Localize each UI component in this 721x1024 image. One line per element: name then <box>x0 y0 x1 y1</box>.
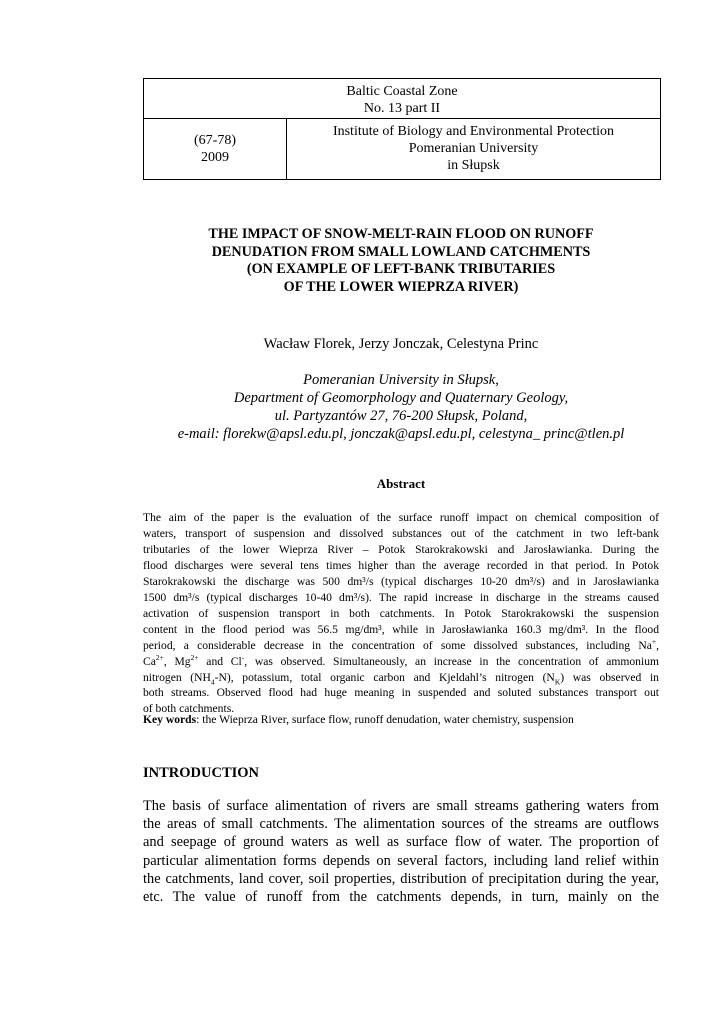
abstract-line: tributaries of the lower Wieprza River – Potok Starokrakowski and Jarosławianka. During the <box>143 542 659 556</box>
abstract-text: , was observed. Simultaneously, an increase in the concentration of ammonium <box>244 654 660 668</box>
abstract-text: Ca <box>143 654 156 668</box>
body-line: the areas of small catchments. The alimentation sources of the streams are outflows <box>143 816 659 833</box>
abstract-line <box>143 670 659 686</box>
abstract-line: content in the flood period was 56.5 mg/dm³, while in Jarosławianka 160.3 mg/dm³. In the flood <box>143 622 659 636</box>
affiliation-department: Department of Geomorphology and Quaternary Geology, <box>233 390 569 406</box>
title-line: (ON EXAMPLE OF LEFT-BANK TRIBUTARIES <box>246 261 556 277</box>
superscript: 2+ <box>190 652 199 662</box>
abstract-text: , <box>656 638 659 652</box>
body-line: etc. The value of runoff from the catchments depends, in turn, mainly on the <box>143 889 659 906</box>
abstract-line: activation of suspension transport in both catchments. In Potok Starokrakowski the suspension <box>143 606 659 620</box>
body-line: the catchments, land cover, soil properties, distribution of precipitation during the year, <box>143 870 659 887</box>
introduction-body <box>143 797 659 906</box>
abstract-text: ) was observed in <box>560 670 659 684</box>
paper-title <box>143 226 659 296</box>
abstract-line: waters, transport of suspension and dissolved substances out of the catchment in two left-bank <box>143 526 659 540</box>
publication-year: 2009 <box>201 150 229 165</box>
abstract-text: nitrogen (NH <box>143 670 211 684</box>
institute-name: Institute of Biology and Environmental Protection <box>332 124 615 139</box>
university-name: Pomeranian University <box>408 141 539 156</box>
journal-header-table <box>143 78 661 180</box>
introduction-heading: INTRODUCTION <box>143 765 260 781</box>
abstract-text: period, a considerable decrease in the concentration of some dissolved substances, including Na <box>143 638 652 652</box>
abstract-line: Starokrakowski the discharge was 500 dm³/s (typical discharges 10-20 dm³/s) and in Jarosławianka <box>143 574 659 588</box>
title-line: DENUDATION FROM SMALL LOWLAND CATCHMENTS <box>211 243 591 260</box>
pages-year-cell <box>144 119 287 179</box>
journal-name: Baltic Coastal Zone <box>346 84 458 99</box>
superscript: + <box>651 636 657 646</box>
abstract-text: , Mg <box>163 654 191 668</box>
journal-issue: No. 13 part II <box>363 101 441 116</box>
affiliation <box>143 371 659 443</box>
abstract-line: The aim of the paper is the evaluation of the surface runoff impact on chemical composition of <box>143 511 659 524</box>
title-line: THE IMPACT OF SNOW-MELT-RAIN FLOOD ON RUNOFF <box>208 226 594 242</box>
subscript: K <box>554 676 561 686</box>
abstract-heading: Abstract <box>376 476 426 491</box>
abstract-text: -N), potassium, total organic carbon and Kjeldahl’s nitrogen (N <box>214 670 555 684</box>
keywords-label: Key words <box>143 713 197 726</box>
body-line: The basis of surface alimentation of rivers are small streams gathering waters from <box>143 798 659 814</box>
abstract-line <box>143 638 659 654</box>
abstract-line: 1500 dm³/s (typical discharges 10-40 dm³/s). The rapid increase in discharge in the streams caused <box>143 590 659 604</box>
abstract-line: of both catchments. <box>143 702 235 716</box>
abstract-line: flood discharges were several tens times higher than the average recorded in that period. In Potok <box>143 558 659 572</box>
affiliation-address: ul. Partyzantów 27, 76-200 Słupsk, Poland, <box>274 408 528 424</box>
author-list: Wacław Florek, Jerzy Jonczak, Celestyna Princ <box>263 336 539 352</box>
affiliation-university: Pomeranian University in Słupsk, <box>303 372 499 388</box>
page-range: (67-78) <box>194 133 236 148</box>
keywords-text: : the Wieprza River, surface flow, runoff denudation, water chemistry, suspension <box>196 713 574 726</box>
affiliation-emails: e-mail: florekw@apsl.edu.pl, jonczak@apsl.edu.pl, celestyna_ princ@tlen.pl <box>177 426 625 442</box>
title-line: OF THE LOWER WIEPRZA RIVER) <box>283 278 519 295</box>
university-location: in Słupsk <box>447 158 500 173</box>
superscript: - <box>241 652 245 662</box>
abstract-line <box>143 654 659 670</box>
abstract-line: both streams. Observed flood had huge meaning in suspended and soluted substances transport out <box>143 686 659 700</box>
institute-cell <box>287 119 660 179</box>
journal-info-cell <box>144 79 660 119</box>
subscript: 4 <box>210 676 215 686</box>
keywords <box>143 712 659 728</box>
abstract-body <box>143 510 659 717</box>
abstract-text: and Cl <box>198 654 242 668</box>
body-line: and seepage of ground waters as well as surface flow of water. The proportion of <box>143 834 659 851</box>
superscript: 2+ <box>155 652 164 662</box>
body-line: particular alimentation forms depends on several factors, including land relief within <box>143 852 659 869</box>
